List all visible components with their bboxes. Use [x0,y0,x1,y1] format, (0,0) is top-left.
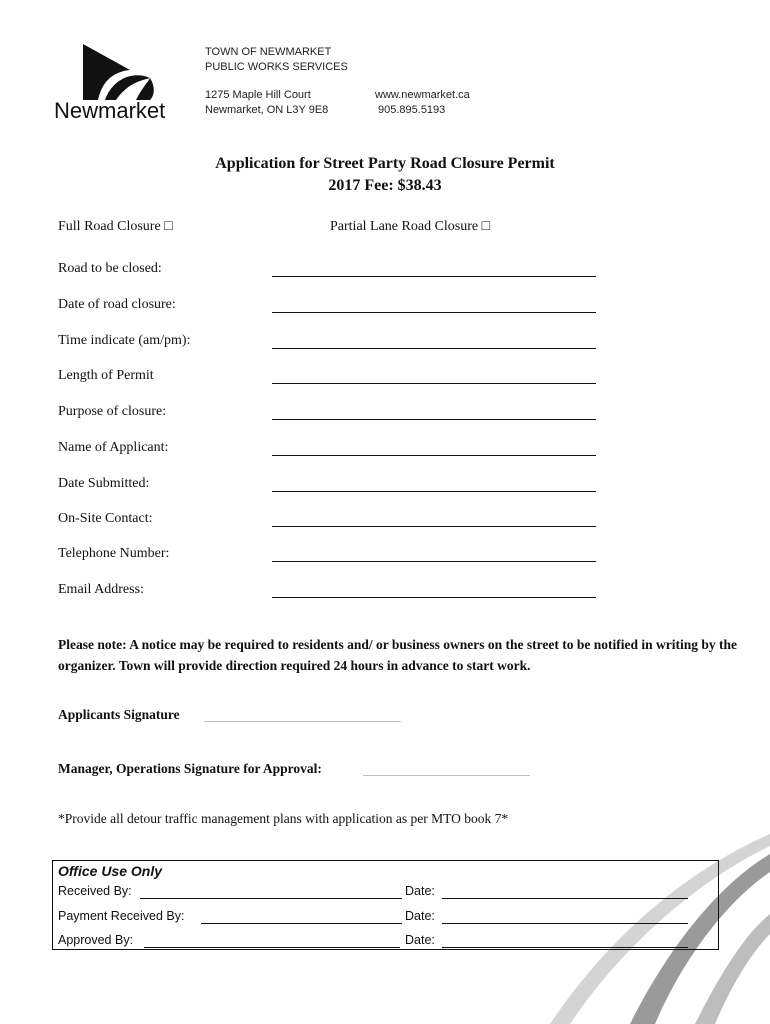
payment-date-line[interactable] [442,923,688,924]
field-label-contact: On-Site Contact: [58,511,153,526]
logo-flag-shape [83,44,130,100]
field-line-length[interactable] [272,383,596,384]
received-by-line[interactable] [140,898,402,899]
approved-by-line[interactable] [144,947,400,948]
form-title: Application for Street Party Road Closure Permit [215,155,555,172]
office-use-heading: Office Use Only [58,863,163,879]
detour-instruction: *Provide all detour traffic management plans with application as per MTO book 7* [58,811,509,826]
payment-received-by-label: Payment Received By: [58,909,185,923]
field-line-email[interactable] [272,597,596,598]
department-name: PUBLIC WORKS SERVICES [205,61,348,73]
field-label-submitted: Date Submitted: [58,476,150,491]
field-label-email: Email Address: [58,582,144,597]
field-line-contact[interactable] [272,526,596,527]
applicant-signature-label: Applicants Signature [58,707,180,722]
phone: 905.895.5193 [378,104,446,116]
address-line-2: Newmarket, ON L3Y 9E8 [205,104,329,116]
partial-lane-closure-option[interactable]: Partial Lane Road Closure □ [330,219,491,234]
field-label-length: Length of Permit [58,368,154,383]
town-name: TOWN OF NEWMARKET [205,46,332,58]
applicant-signature-line[interactable] [204,721,401,722]
field-line-time[interactable] [272,348,596,349]
notice-paragraph: Please note: A notice may be required to residents and/ or business owners on the street to be notified in writing by the organizer. Town will provide direction required 24 hours in advance to start work. [58,637,737,673]
payment-date-label: Date: [405,909,435,923]
field-label-purpose: Purpose of closure: [58,404,167,419]
manager-signature-line[interactable] [363,775,530,776]
field-label-telephone: Telephone Number: [58,546,170,561]
field-label-time: Time indicate (am/pm): [58,333,191,348]
received-date-label: Date: [405,884,435,898]
approved-date-label: Date: [405,933,435,947]
address-line-1: 1275 Maple Hill Court [205,89,311,101]
approved-date-line[interactable] [442,947,688,948]
field-line-submitted[interactable] [272,491,596,492]
field-line-road[interactable] [272,276,596,277]
logo-wordmark: Newmarket [54,98,166,123]
field-label-date: Date of road closure: [58,297,176,312]
field-line-purpose[interactable] [272,419,596,420]
full-road-closure-option[interactable]: Full Road Closure □ [58,219,173,234]
field-line-telephone[interactable] [272,561,596,562]
field-label-applicant: Name of Applicant: [58,440,169,455]
form-fee: 2017 Fee: $38.43 [328,177,442,194]
payment-received-by-line[interactable] [201,923,402,924]
field-line-applicant[interactable] [272,455,596,456]
received-date-line[interactable] [442,898,688,899]
field-label-road: Road to be closed: [58,261,162,276]
field-line-date[interactable] [272,312,596,313]
manager-signature-label: Manager, Operations Signature for Approval: [58,761,322,776]
office-use-box [52,860,719,950]
website: www.newmarket.ca [375,89,470,101]
received-by-label: Received By: [58,884,132,898]
approved-by-label: Approved By: [58,933,134,947]
